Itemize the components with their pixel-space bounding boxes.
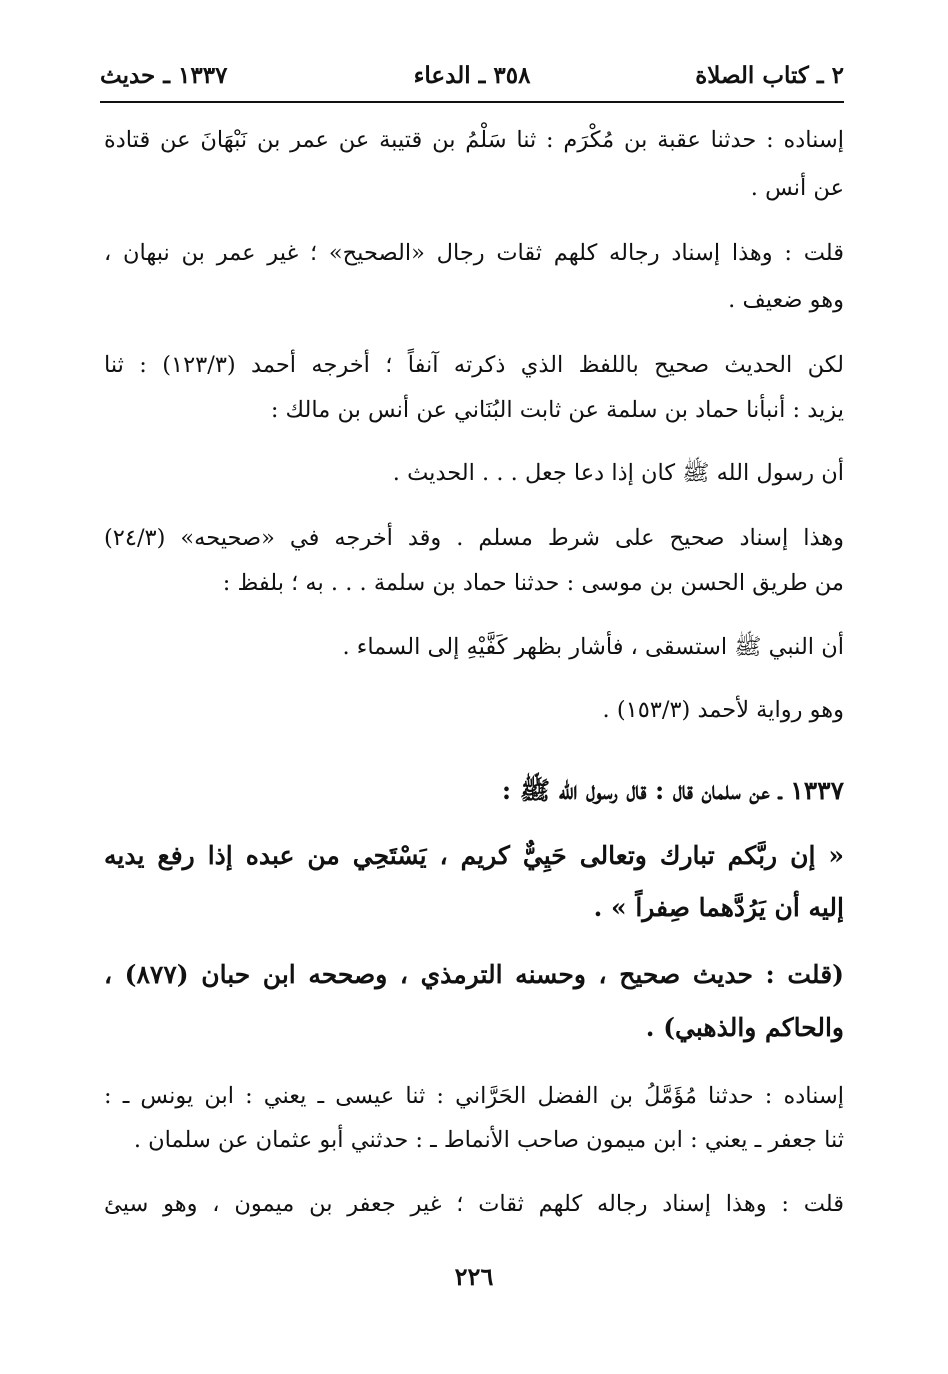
text-line: ثنا جعفر ـ يعني : ابن ميمون صاحب الأنماط ـ : حدثني أبو عثمان عن سلمان . [133, 1127, 844, 1153]
text-line: وهو رواية لأحمد (١٥٣/٣) . [602, 697, 844, 723]
text-line: من طريق الحسن بن موسى : حدثنا حماد بن سلمة . . . به ؛ بلفظ : [222, 570, 844, 596]
text-line: أن النبي ﷺ استسقى ، فأشار بظهر كَفَّيْهِ إلى السماء . [342, 634, 844, 660]
grading-line: (قلت : حديث صحيح ، وحسنه الترمذي ، وصححه ابن حبان (٨٧٧) ، [104, 960, 844, 989]
running-header [100, 58, 844, 98]
text-line: إسناده : حدثنا عقبة بن مُكْرَم : ثنا سَلْمُ بن قتيبة عن عمر بن نَبْهَانَ عن قتادة [104, 127, 844, 153]
text-line: لكن الحديث صحيح باللفظ الذي ذكرته آنفاً ؛ أخرجه أحمد (١٢٣/٣) : ثنا [104, 352, 844, 378]
grading-line: والحاكم والذهبي) . [645, 1013, 844, 1042]
header-book-title: ٢ ـ كتاب الصلاة [695, 62, 844, 89]
text-line: وهو ضعيف . [728, 287, 844, 313]
hadith-heading: ١٣٣٧ ـ عن سلمان قال : قال رسول الله ﷺ : [501, 776, 844, 805]
text-line: قلت : وهذا إسناد رجاله كلهم ثقات ؛ غير جعفر بن ميمون ، وهو سيئ [104, 1191, 844, 1217]
header-hadith-number: ١٣٣٧ ـ حديث [100, 62, 228, 89]
hadith-text-line: إليه أن يَرُدَّهما صِفراً » . [593, 893, 844, 922]
text-line: عن أنس . [750, 175, 844, 201]
header-rule [100, 101, 844, 103]
hadith-text-line: « إن ربَّكم تبارك وتعالى حَيِيٌّ كريم ، يَسْتَحِي من عبده إذا رفع يديه [104, 841, 844, 870]
text-line: أن رسول الله ﷺ كان إذا دعا جعل . . . الحديث . [392, 460, 844, 486]
page-number: ٢٢٦ [454, 1262, 494, 1291]
header-chapter-title: ٣٥٨ ـ الدعاء [413, 62, 531, 89]
text-line: يزيد : أنبأنا حماد بن سلمة عن ثابت البُنَاني عن أنس بن مالك : [270, 397, 844, 423]
text-line: إسناده : حدثنا مُؤَمَّلُ بن الفضل الحَرَّاني : ثنا عيسى ـ يعني : ابن يونس ـ : [104, 1083, 844, 1109]
text-line: قلت : وهذا إسناد رجاله كلهم ثقات رجال «الصحيح» ؛ غير عمر بن نبهان ، [104, 240, 844, 266]
text-line: وهذا إسناد صحيح على شرط مسلم . وقد أخرجه في «صحيحه» (٢٤/٣) [104, 525, 844, 551]
